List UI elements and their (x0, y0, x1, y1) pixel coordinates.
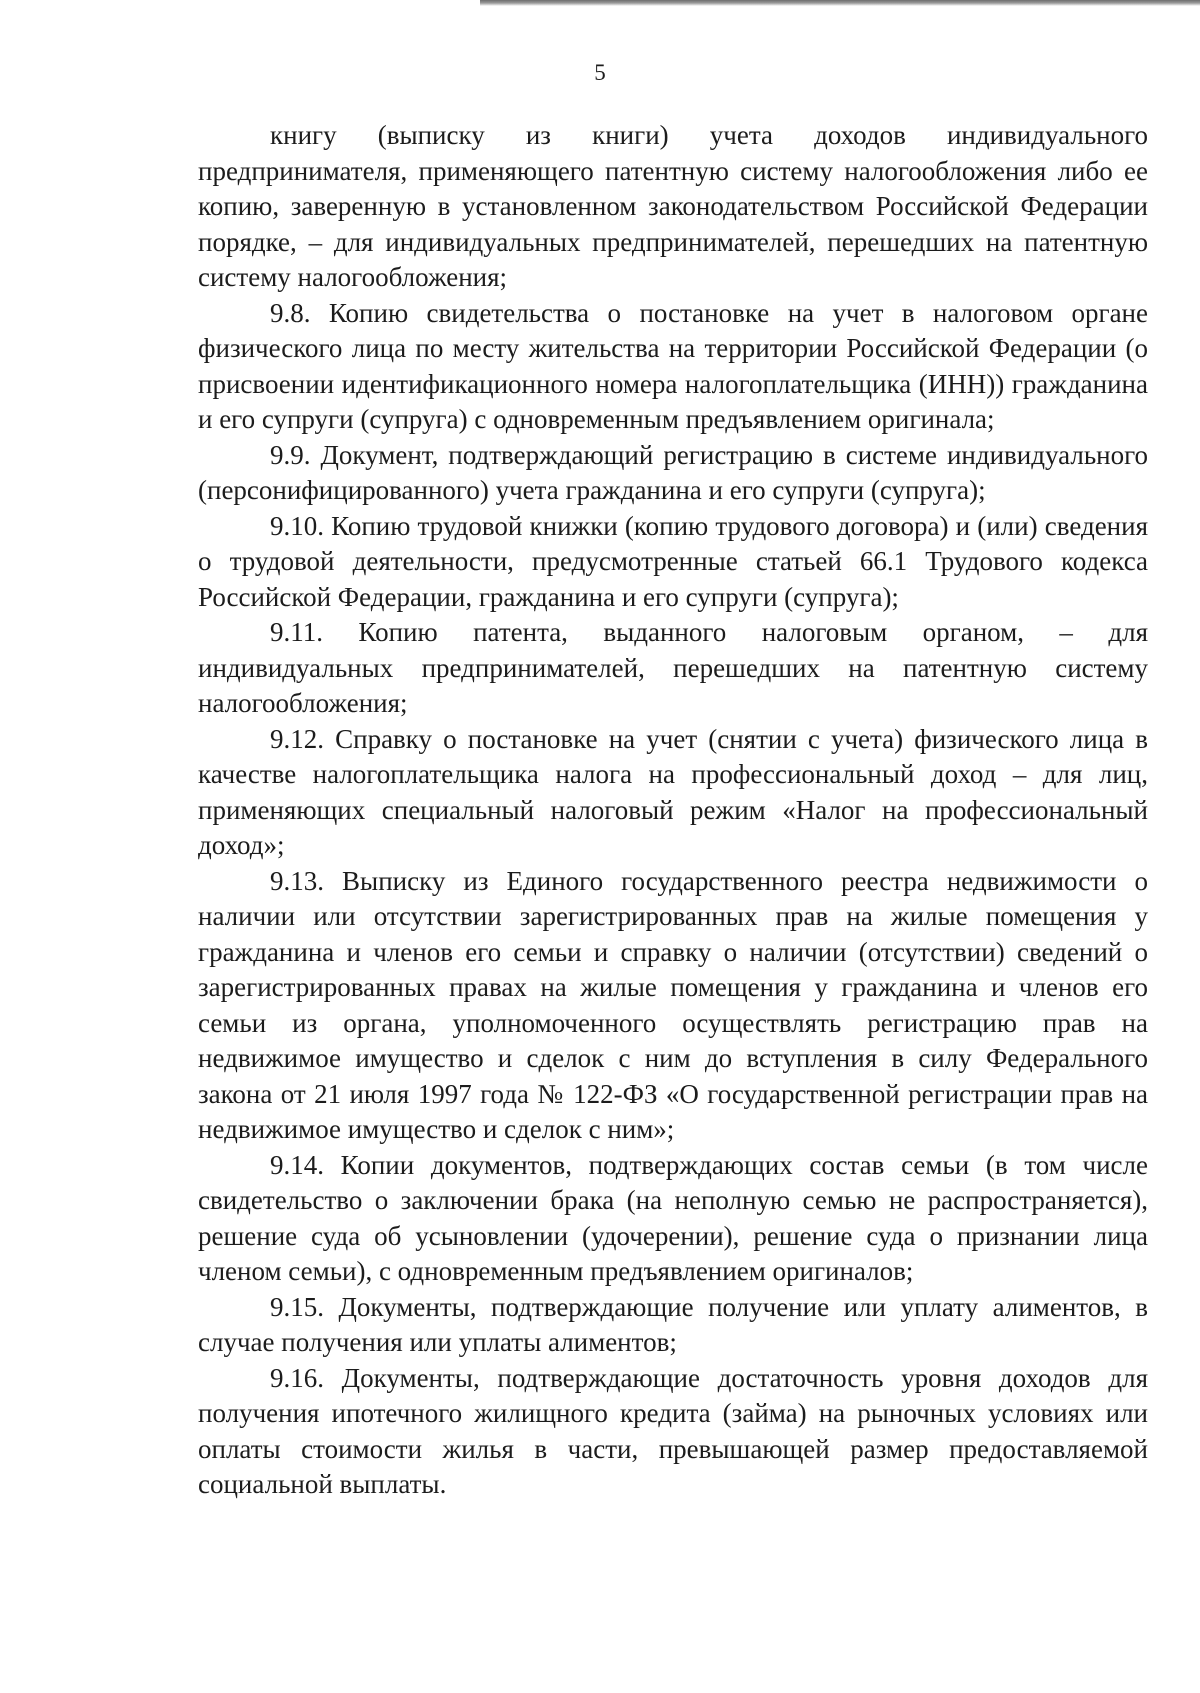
paragraph-9-10: 9.10. Копию трудовой книжки (копию трудового договора) и (или) сведения о трудовой деятельности, предусмотренные статьей 66.1 Трудового кодекса Российской Федерации, гражданина и его супруги (супруга); (198, 510, 1148, 612)
paragraph-9-14: 9.14. Копии документов, подтверждающих состав семьи (в том числе свидетельство о заключении брака (на неполную семью не распространяется), решение суда об усыновлении (удочерении), решение суда о признании лица членом семьи), с одновременным предъявлением оригиналов; (198, 1149, 1148, 1286)
paragraph-9-8: 9.8. Копию свидетельства о постановке на учет в налоговом органе физического лица по месту жительства на территории Российской Федерации (о присвоении идентификационного номера налогоплательщика (ИНН)) гражданина и его супруги (супруга) с одновременным предъявлением оригинала; (198, 297, 1148, 434)
paragraph-9-15: 9.15. Документы, подтверждающие получение или уплату алиментов, в случае получения или уплаты алиментов; (198, 1291, 1148, 1357)
paragraph-9-13: 9.13. Выписку из Единого государственного реестра недвижимости о наличии или отсутствии зарегистрированных прав на жилые помещения у гражданина и членов его семьи и справку о наличии (отсутствии) сведений о зарегистрированных правах на жилые помещения у гражданина и членов его семьи из органа, уполномоченного осуществлять регистрацию прав на недвижимое имущество и сделок с ним до вступления в силу Федерального закона от 21 июля 1997 года № 122-ФЗ «О государственной регистрации прав на недвижимое имущество и сделок с ним»; (198, 865, 1148, 1144)
page-number: 5 (594, 60, 606, 85)
paragraph-9-11: 9.11. Копию патента, выданного налоговым органом, – для индивидуальных предпринимателей, перешедших на патентную систему налогообложения; (198, 617, 1148, 718)
document-body (198, 118, 1148, 1503)
scan-top-edge (480, 0, 1200, 6)
paragraph-9-16: 9.16. Документы, подтверждающие достаточность уровня доходов для получения ипотечного жилищного кредита (займа) на рыночных условиях или оплаты стоимости жилья в части, превышающей размер предоставляемой социальной выплаты. (198, 1362, 1148, 1499)
paragraph-continuation: книгу (выписку из книги) учета доходов индивидуального предпринимателя, применяющего патентную систему налогообложения либо ее копию, заверенную в установленном законодательством Российской Федерации порядке, – для индивидуальных предпринимателей, перешедших на патентную систему налогообложения; (198, 120, 1148, 292)
paragraph-9-9: 9.9. Документ, подтверждающий регистрацию в системе индивидуального (персонифицированного) учета гражданина и его супруги (супруга); (198, 439, 1148, 505)
paragraph-9-12: 9.12. Справку о постановке на учет (снятии с учета) физического лица в качестве налогоплательщика налога на профессиональный доход – для лиц, применяющих специальный налоговый режим «Налог на профессиональный доход»; (198, 723, 1148, 860)
